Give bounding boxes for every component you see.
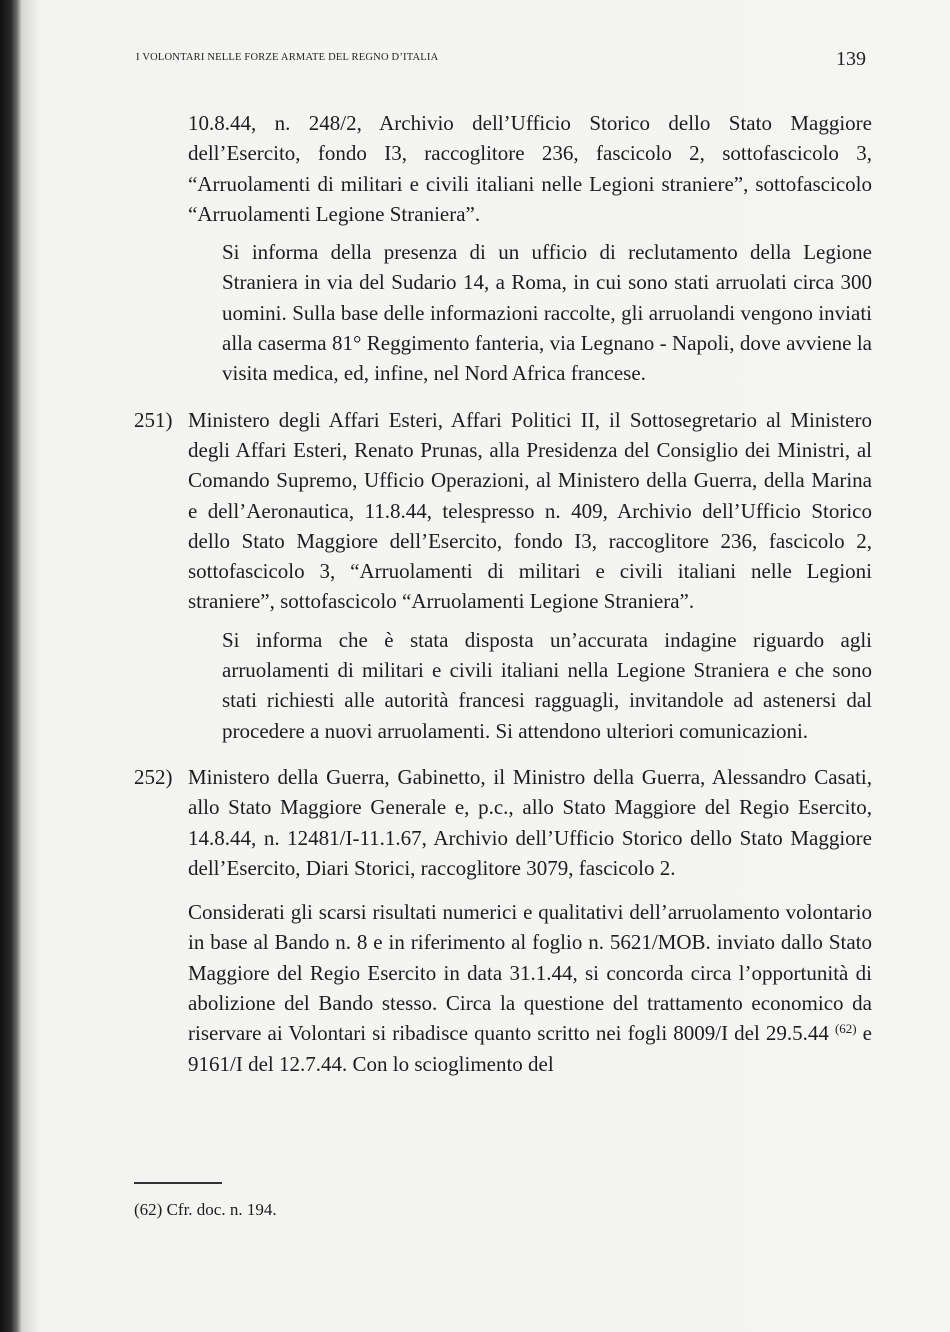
entry-summary xyxy=(134,897,872,1079)
summary-text: Considerati gli scarsi risultati numerici e qualitativi dell’arruolamento volontario in base al Bando n. 8 e in riferimento al foglio n. 5621/MOB. inviato dallo Stato Maggiore del Regio Esercito in data 31.1.44, si concorda circa l’opportunità di abolizione del Bando stesso. Circa la questione del trattamento economico da riservare ai Volontari si ribadisce quanto scritto nei fogli 8009/I del 29.5.44 xyxy=(188,900,872,1046)
footnote-reference: (62) xyxy=(834,1021,857,1037)
running-head: I VOLONTARI NELLE FORZE ARMATE DEL REGNO D’ITALIA xyxy=(136,52,439,63)
entry-citation: Ministero degli Affari Esteri, Affari Politici II, il Sottosegretario al Ministero degli Affari Esteri, Renato Prunas, alla Presidenza del Consiglio dei Ministri, al Comando Supremo, Ufficio Operazioni, al Ministero della Guerra, della Marina e dell’Aeronautica, 11.8.44, telespresso n. 409, Archivio dell’Ufficio Storico dello Stato Maggiore dell’Esercito, fondo I3, raccoglitore 236, fascicolo 2, sottofascicolo 3, “Arruolamenti di militari e civili italiani nelle Legioni straniere”, sottofascicolo “Arruolamenti Legione Straniera”. xyxy=(188,407,872,614)
entry-number: 252) xyxy=(134,764,173,789)
main-text xyxy=(134,108,872,1079)
summary-text: e 9161/I del 12.7.44. Con lo scioglimento del xyxy=(188,1021,873,1076)
entry-citation: Ministero della Guerra, Gabinetto, il Ministro della Guerra, Alessandro Casati, allo Stato Maggiore Generale e, p.c., allo Stato Maggiore del Regio Esercito, 14.8.44, n. 12481/I-11.1.67, Archivio dell’Ufficio Storico dello Stato Maggiore dell’Esercito, Diari Storici, raccoglitore 3079, fascicolo 2. xyxy=(188,764,872,880)
footnote: (62) Cfr. doc. n. 194. xyxy=(134,1200,277,1219)
book-spine-shadow xyxy=(0,0,18,1332)
entry-summary: Si informa che è stata disposta un’accurata indagine riguardo agli arruolamenti di militari e civili italiani nella Legione Straniera e che sono stati richiesti alle autorità francesi ragguagli, invitandole ad astenersi dal procedere a nuovi arruolamenti. Si attendono ulteriori comunicazioni. xyxy=(222,627,872,743)
entry-number: 251) xyxy=(134,407,173,432)
entry-252 xyxy=(134,762,872,883)
continued-summary: Si informa della presenza di un ufficio di reclutamento della Legione Straniera in via del Sudario 14, a Roma, in cui sono stati arruolati circa 300 uomini. Sulla base delle informazioni raccolte, gli arruolandi vengono inviati alla caserma 81° Reggimento fanteria, via Legnano - Napoli, dove avviene la visita medica, ed, infine, nel Nord Africa francese. xyxy=(222,240,872,386)
page-number: 139 xyxy=(836,48,866,70)
footnote-divider xyxy=(134,1182,222,1184)
continued-citation: 10.8.44, n. 248/2, Archivio dell’Ufficio Storico dello Stato Maggiore dell’Esercito, fondo I3, raccoglitore 236, fascicolo 2, sottofascicolo 3, “Arruolamenti di militari e civili italiani nelle Legioni straniere”, sottofascicolo “Arruolamenti Legione Straniera”. xyxy=(188,111,872,226)
entry-251 xyxy=(134,405,872,617)
